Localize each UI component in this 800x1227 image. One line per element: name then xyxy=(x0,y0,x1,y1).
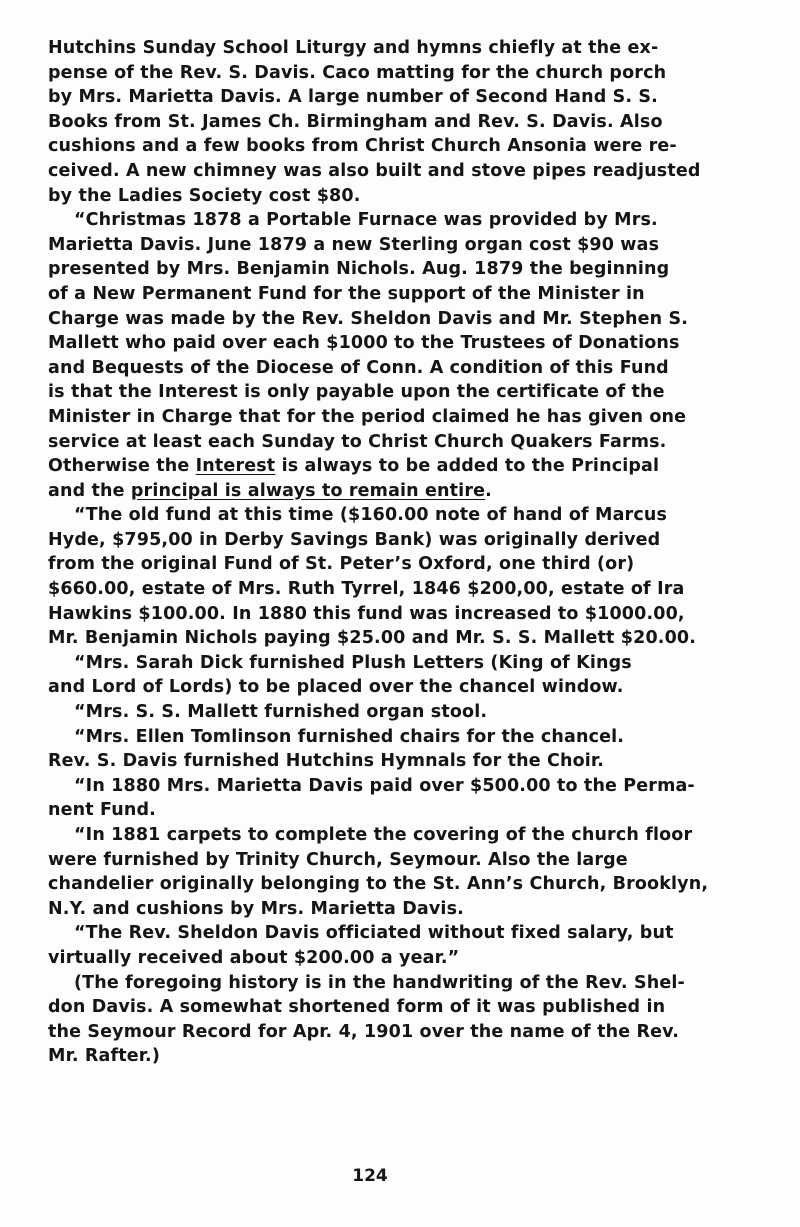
text-line: were furnished by Trinity Church, Seymour. Also the large xyxy=(48,849,628,870)
text-line: by Mrs. Marietta Davis. A large number of Second Hand S. S. xyxy=(48,87,658,108)
text-line: Hutchins Sunday School Liturgy and hymns chiefly at the ex- xyxy=(48,38,659,58)
paragraph xyxy=(48,503,733,651)
text-line: “In 1880 Mrs. Marietta Davis paid over $500.00 to the Perma- xyxy=(74,775,695,796)
text-line: cushions and a few books from Christ Church Ansonia were re- xyxy=(48,136,677,157)
text-line: service at least each Sunday to Christ Church Quakers Farms. xyxy=(48,431,667,452)
text-line: “Mrs. Ellen Tomlinson furnished chairs for the chancel. xyxy=(74,726,625,747)
text-line: Rev. S. Davis furnished Hutchins Hymnals for the Choir. xyxy=(48,751,605,772)
text-line: nent Fund. xyxy=(48,800,156,821)
text-line: “Christmas 1878 a Portable Furnace was provided by Mrs. xyxy=(74,210,658,231)
text-line: by the Ladies Society cost $80. xyxy=(48,185,361,206)
paragraph xyxy=(48,921,733,970)
paragraph xyxy=(48,651,733,700)
text-line: “Mrs. Sarah Dick furnished Plush Letters (King of Kings xyxy=(74,652,632,673)
paragraph xyxy=(48,971,733,1069)
text-line: Mallett who paid over each $1000 to the Trustees of Donations xyxy=(48,333,680,354)
text-line: “The old fund at this time ($160.00 note of hand of Marcus xyxy=(74,505,668,526)
text-line: Books from St. James Ch. Birmingham and Rev. S. Davis. Also xyxy=(48,111,663,132)
paragraph xyxy=(48,725,733,774)
paragraph xyxy=(48,774,733,823)
text-line: is that the Interest is only payable upon the certificate of the xyxy=(48,382,665,403)
body-text xyxy=(48,36,733,1069)
text-line: from the original Fund of St. Peter’s Oxford, one third (or) xyxy=(48,554,635,575)
text-line: chandelier originally belonging to the St. Ann’s Church, Brooklyn, xyxy=(48,874,709,895)
text-line: presented by Mrs. Benjamin Nichols. Aug. 1879 the beginning xyxy=(48,259,670,280)
text-line: the Seymour Record for Apr. 4, 1901 over the name of the Rev. xyxy=(48,1021,680,1042)
underlined-text: Interest xyxy=(195,456,276,477)
text-fragment: . xyxy=(485,480,492,501)
text-fragment: is always to be added to the Principal xyxy=(275,456,660,477)
paragraph xyxy=(48,208,733,503)
text-line: don Davis. A somewhat shortened form of it was published in xyxy=(48,997,666,1018)
text-line: Minister in Charge that for the period claimed he has given one xyxy=(48,406,687,427)
text-line: Hawkins $100.00. In 1880 this fund was increased to $1000.00, xyxy=(48,603,685,624)
text-fragment: and the xyxy=(48,480,131,501)
text-line: Marietta Davis. June 1879 a new Sterling organ cost $90 was xyxy=(48,234,660,255)
text-line: Hyde, $795,00 in Derby Savings Bank) was originally derived xyxy=(48,529,661,550)
text-line: “The Rev. Sheldon Davis officiated without fixed salary, but xyxy=(74,923,674,944)
text-line: and Bequests of the Diocese of Conn. A condition of this Fund xyxy=(48,357,669,378)
text-line: $660.00, estate of Mrs. Ruth Tyrrel, 1846 $200,00, estate of Ira xyxy=(48,579,685,600)
text-line: Mr. Rafter.) xyxy=(48,1046,161,1067)
text-line: and Lord of Lords) to be placed over the chancel window. xyxy=(48,677,624,698)
text-line: virtually received about $200.00 a year.” xyxy=(48,947,460,968)
text-line: pense of the Rev. S. Davis. Caco matting for the church porch xyxy=(48,62,667,83)
text-line: “In 1881 carpets to complete the covering of the church floor xyxy=(74,825,693,845)
text-line: ceived. A new chimney was also built and stove pipes readjusted xyxy=(48,160,701,181)
page-number: 124 xyxy=(352,1166,388,1186)
text-line: Charge was made by the Rev. Sheldon Davis and Mr. Stephen S. xyxy=(48,308,689,329)
text-line: (The foregoing history is in the handwriting of the Rev. Shel- xyxy=(74,972,685,993)
text-line: of a New Permanent Fund for the support of the Minister in xyxy=(48,283,645,304)
text-line: N.Y. and cushions by Mrs. Marietta Davis. xyxy=(48,898,464,919)
paragraph xyxy=(48,36,733,208)
underlined-text: principal is always to remain entire xyxy=(130,480,486,501)
text-line: “Mrs. S. S. Mallett furnished organ stool. xyxy=(74,702,488,723)
text-line: Mr. Benjamin Nichols paying $25.00 and Mr. S. S. Mallett $20.00. xyxy=(48,628,697,649)
text-fragment: Otherwise the xyxy=(48,456,196,477)
paragraph xyxy=(48,700,733,725)
text-line xyxy=(48,454,733,479)
text-line xyxy=(48,479,733,504)
paragraph xyxy=(48,823,733,921)
